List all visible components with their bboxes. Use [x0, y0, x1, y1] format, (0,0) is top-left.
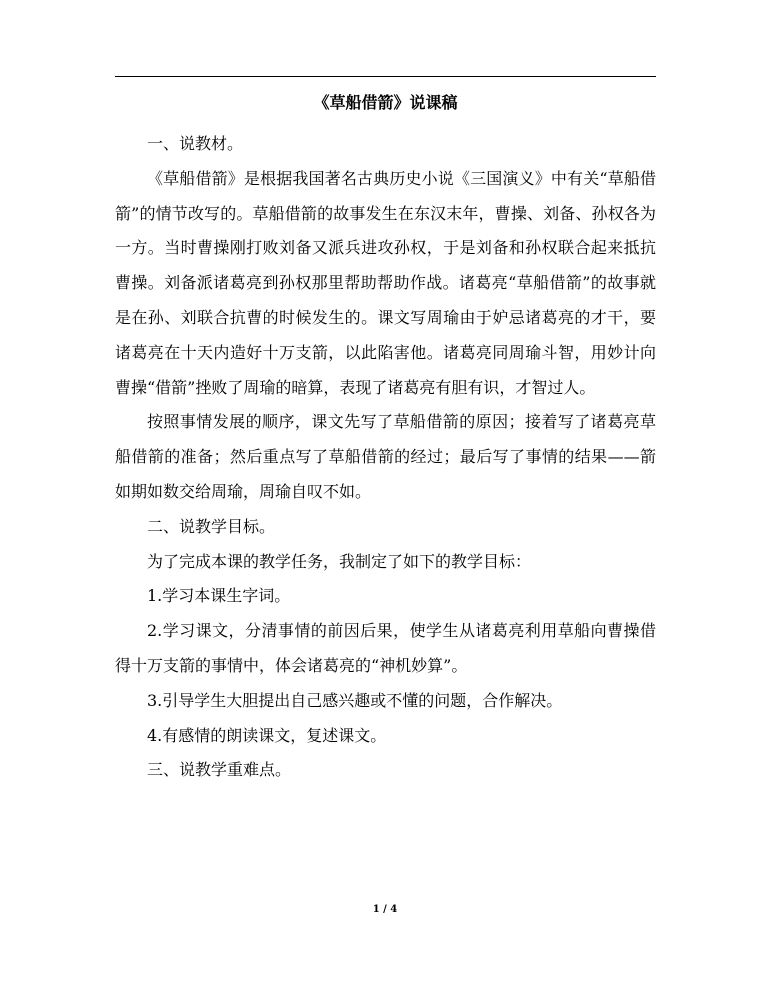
- goal-item-3: 3.引导学生大胆提出自己感兴趣或不懂的问题，合作解决。: [147, 690, 563, 710]
- paragraph-story-background: 《草船借箭》是根据我国著名古典历史小说《三国演义》中有关“草船借箭”的情节改写的。草船借箭的故事发生在东汉末年，曹操、刘备、孙权各为一方。当时曹操刚打败刘备又派兵进攻孙权，于是刘备和孙权联合起来抵抗曹操。刘备派诸葛亮到孙权那里帮助帮助作战。诸葛亮“草船借箭”的故事就是在孙、刘联合抗曹的时候发生的。课文写周瑜由于妒忌诸葛亮的才干，要诸葛亮在十天内造好十万支箭，以此陷害他。诸葛亮同周瑜斗智，用妙计向曹操“借箭”挫败了周瑜的暗算，表现了诸葛亮有胆有识，才智过人。: [115, 168, 656, 397]
- paragraph-story-structure: 按照事情发展的顺序，课文先写了草船借箭的原因；接着写了诸葛亮草船借箭的准备；然后重点写了草船借箭的经过；最后写了事情的结果——箭如期如数交给周瑜，周瑜自叹不如。: [115, 412, 656, 501]
- paragraph-goals-intro: 为了完成本课的教学任务，我制定了如下的教学目标：: [147, 551, 532, 571]
- section-heading-teaching-goals: 二、说教学目标。: [147, 516, 276, 536]
- page-number: 1 / 4: [372, 904, 398, 915]
- goal-item-1: 1.学习本课生字词。: [147, 586, 291, 606]
- goal-item-2: 2.学习课文，分清事情的前因后果，使学生从诸葛亮利用草船向曹操借得十万支箭的事情中，体会诸葛亮的“神机妙算”。: [115, 621, 656, 675]
- section-heading-key-points: 三、说教学重难点。: [147, 760, 292, 780]
- document-body: [115, 127, 656, 788]
- goal-item-4: 4.有感情的朗读课文，复述课文。: [147, 725, 387, 745]
- document-title: 《草船借箭》说课稿: [313, 93, 458, 112]
- header-divider: [115, 76, 656, 77]
- section-heading-textbook: 一、说教材。: [147, 134, 244, 153]
